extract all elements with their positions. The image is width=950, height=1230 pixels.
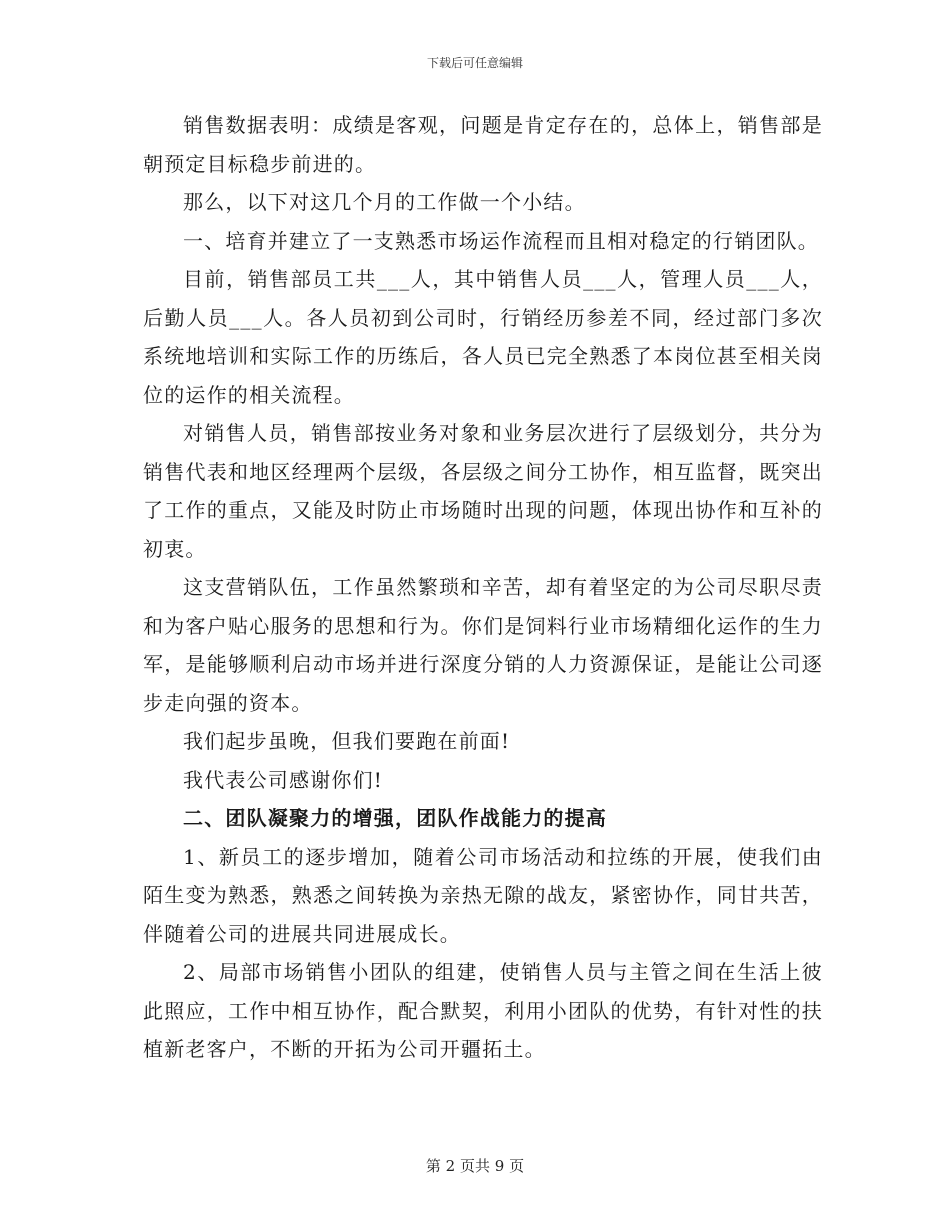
page-header: 下载后可任意编辑	[426, 56, 523, 70]
paragraph-8: 我代表公司感谢你们!	[183, 767, 384, 792]
paragraph-4: 目前，销售部员工共___人，其中销售人员___人，管理人员___人，后勤人员___人。各人员初到公司时，行销经历参差不同，经过部门多次系统地培训和实际工作的历练后，各人员已完全熟悉了本岗位甚至相关岗位的运作的相关流程。	[143, 267, 823, 407]
paragraph-9: 1、新员工的逐步增加，随着公司市场活动和拉练的开展，使我们由陌生变为熟悉，熟悉之间转换为亲热无隙的战友，紧密协作，同甘共苦，伴随着公司的进展共同进展成长。	[143, 844, 823, 946]
paragraph-5: 对销售人员，销售部按业务对象和业务层次进行了层级划分，共分为销售代表和地区经理两个层级，各层级之间分工协作，相互监督，既突出了工作的重点，又能及时防止市场随时出现的问题，体现出协作和互补的初衷。	[143, 421, 823, 561]
paragraph-1: 销售数据表明：成绩是客观，问题是肯定存在的，总体上，销售部是朝预定目标稳步前进的。	[143, 113, 823, 176]
paragraph-10: 2、局部市场销售小团队的组建，使销售人员与主管之间在生活上彼此照应，工作中相互协作，配合默契，利用小团队的优势，有针对性的扶植新老客户，不断的开拓为公司开疆拓土。	[143, 960, 823, 1061]
document-body	[143, 106, 823, 1069]
paragraph-3: 一、培育并建立了一支熟悉市场运作流程而且相对稳定的行销团队。	[183, 228, 819, 253]
page-footer: 第 2 页共 9 页	[425, 1157, 525, 1175]
section-heading-2: 二、团队凝聚力的增强，团队作战能力的提高	[183, 806, 607, 830]
paragraph-2: 那么，以下对这几个月的工作做一个小结。	[183, 190, 586, 214]
paragraph-7: 我们起步虽晚，但我们要跑在前面!	[183, 729, 511, 753]
paragraph-6: 这支营销队伍，工作虽然繁琐和辛苦，却有着坚定的为公司尽职尽责和为客户贴心服务的思想和行为。你们是饲料行业市场精细化运作的生力军，是能够顺利启动市场并进行深度分销的人力资源保证，是能让公司逐步走向强的资本。	[143, 575, 823, 715]
